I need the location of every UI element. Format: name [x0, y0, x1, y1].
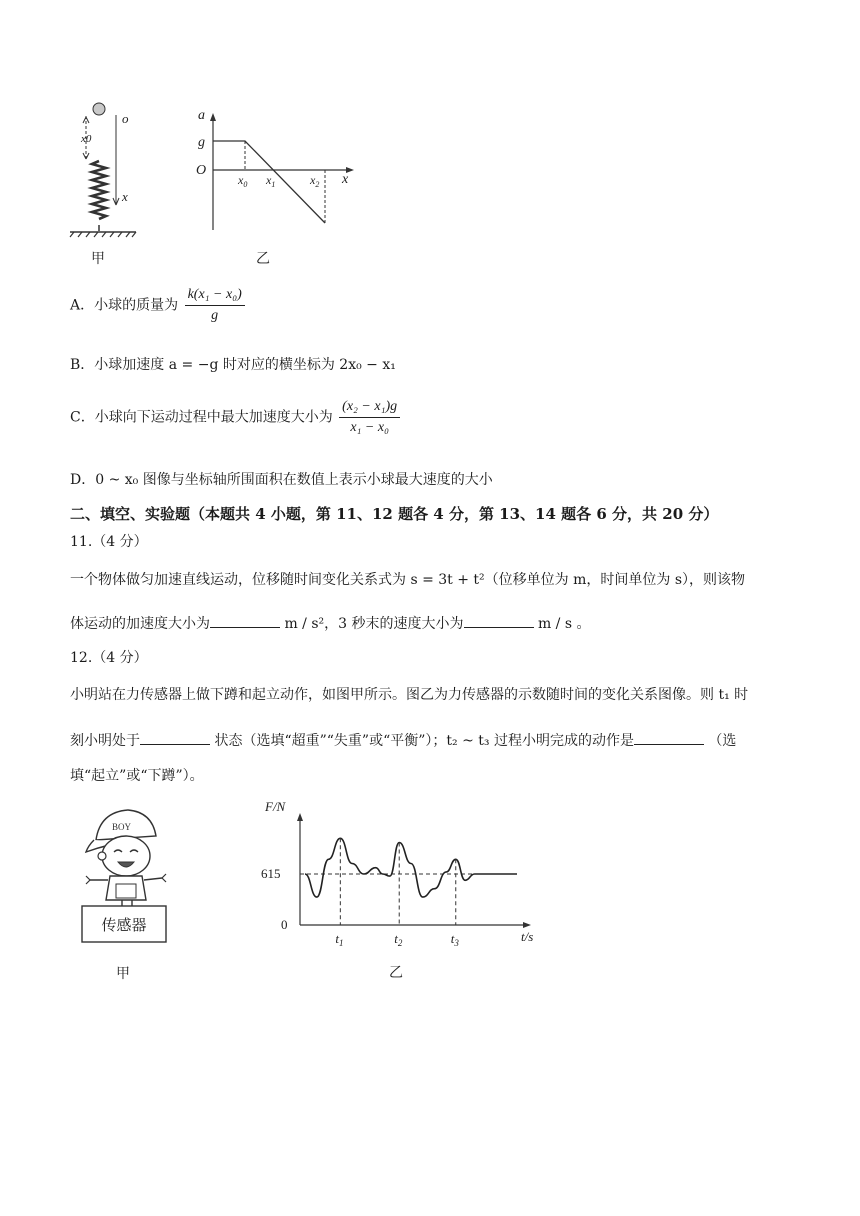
option-c — [70, 398, 402, 437]
figure-spring-and-graph — [60, 95, 380, 275]
option-c-denominator: x₁ − x₀ — [350, 420, 389, 435]
tick-label-t1: $t_1$ — [335, 931, 344, 948]
tick-x1: $x_1$ — [266, 173, 276, 189]
q12-line2-c: （选 — [708, 733, 737, 749]
ball — [93, 103, 105, 115]
option-c-numerator: (x₂ − x₁)g — [339, 398, 400, 418]
tick-x2: $x_2$ — [310, 173, 320, 189]
a-axis-label: a — [198, 108, 205, 123]
tick-label-t2: $t_2$ — [394, 931, 403, 948]
x-axis-label-right: x — [342, 172, 349, 187]
sensor-label: 传感器 — [101, 918, 147, 934]
caption-yi-2: 乙 — [389, 966, 403, 981]
spring — [92, 161, 106, 219]
force-series-line — [305, 838, 517, 897]
q11-line2-c: m / s 。 — [537, 616, 591, 632]
option-d: D．0 ~ x₀ 图像与坐标轴所围面积在数值上表示小球最大速度的大小 — [70, 472, 493, 488]
q11-line2-b: m / s²，3 秒末的速度大小为 — [284, 616, 464, 632]
option-c-prefix: C．小球向下运动过程中最大加速度大小为 — [70, 409, 333, 426]
q12-line2-b: 状态（选填“超重”“失重”或“平衡”）；t₂ ~ t₃ 过程小明完成的动作是 — [214, 733, 634, 749]
option-a — [70, 286, 247, 325]
q12-line1: 小明站在力传感器上做下蹲和起立动作，如图甲所示。图乙为力传感器的示数随时间的变化关系图像。则 t₁ 时 — [70, 687, 749, 703]
o-label: o — [122, 111, 129, 126]
q12-blank-2[interactable] — [634, 730, 704, 745]
q11-number: 11.（4 分） — [70, 534, 148, 550]
q12-line3: 填“起立”或“下蹲”）。 — [70, 768, 204, 784]
section-two-title: 二、填空、实验题（本题共 4 小题，第 11、12 题各 4 分，第 13、14 题各 6 分，共 20 分） — [70, 505, 719, 523]
origin-zero: 0 — [281, 917, 288, 932]
q12-blank-1[interactable] — [140, 730, 210, 745]
q11-line2 — [70, 613, 590, 634]
option-a-fraction — [185, 286, 245, 325]
q11-blank-1[interactable] — [210, 613, 280, 628]
q11-line1: 一个物体做匀加速直线运动，位移随时间变化关系式为 s = 3t + t²（位移单位为 m，时间单位为 s），则该物 — [70, 572, 746, 588]
option-b: B．小球加速度 a = −g 时对应的横坐标为 2x₀ − x₁ — [70, 357, 396, 373]
q11-blank-2[interactable] — [464, 613, 534, 628]
tick-label-t3: $t_3$ — [450, 931, 459, 948]
caption-jia-2: 甲 — [116, 967, 130, 982]
tick-x0: $x_0$ — [238, 173, 248, 189]
q12-line2-a: 刻小明处于 — [70, 733, 140, 749]
q11-line2-a: 体运动的加速度大小为 — [70, 616, 210, 632]
cap-label: BOY — [112, 822, 132, 832]
q12-line2 — [70, 730, 736, 751]
force-time-chart — [255, 795, 555, 985]
y-axis-label: F/N — [265, 799, 286, 814]
caption-jia-1: 甲 — [91, 252, 105, 267]
figure-boy-on-sensor — [78, 800, 178, 990]
option-a-denominator: g — [211, 308, 219, 323]
x-axis-label: t/s — [521, 929, 534, 944]
y-tick-615: 615 — [261, 866, 281, 881]
g-label: g — [198, 135, 205, 150]
x-label-left: x — [122, 189, 128, 204]
option-a-prefix: A．小球的质量为 — [70, 297, 179, 314]
option-c-fraction — [339, 398, 400, 437]
caption-yi-1: 乙 — [256, 252, 270, 267]
x0-label: x0 — [81, 133, 92, 145]
option-a-numerator: k(x₁ − x₀) — [185, 286, 245, 306]
origin-label: O — [196, 163, 207, 178]
q12-number: 12.（4 分） — [70, 650, 148, 666]
